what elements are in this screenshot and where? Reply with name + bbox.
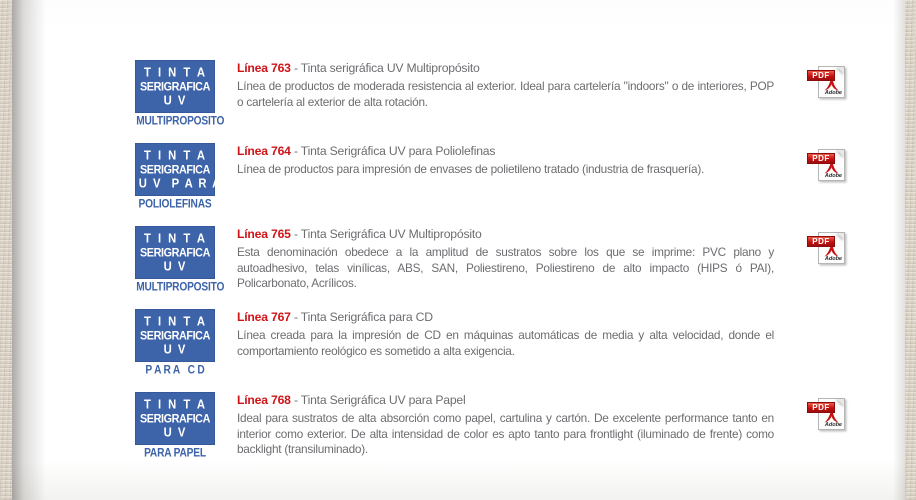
product-row — [135, 392, 905, 463]
logo-line: T I N T A — [144, 315, 206, 329]
logo-line: SERIGRAFICA — [140, 80, 210, 94]
product-heading — [237, 61, 774, 75]
tinta-serigrafica-logo — [135, 60, 215, 113]
logo-line: T I N T A — [144, 398, 206, 412]
product-heading — [237, 393, 774, 407]
pdf-ribbon-label: PDF — [807, 153, 835, 164]
product-logo — [135, 60, 237, 127]
adobe-brand-label: Adobe — [824, 256, 842, 262]
logo-line: U V — [163, 426, 187, 440]
pdf-fold-corner — [837, 233, 844, 240]
logo-line: U V — [163, 94, 187, 108]
tinta-serigrafica-logo — [135, 226, 215, 279]
pdf-download-icon[interactable] — [807, 149, 845, 181]
product-logo — [135, 309, 237, 376]
logo-line: U V — [163, 260, 187, 274]
heading-separator: - — [290, 227, 301, 241]
product-row — [135, 309, 905, 380]
pdf-download-icon[interactable] — [807, 398, 845, 430]
product-row — [135, 226, 905, 297]
logo-caption: POLIOLEFINAS — [138, 197, 212, 211]
pdf-column — [807, 392, 845, 430]
pdf-ribbon-label: PDF — [807, 236, 835, 247]
logo-line: T I N T A — [144, 149, 206, 163]
heading-separator: - — [290, 61, 301, 75]
adobe-brand-label: Adobe — [824, 422, 842, 428]
line-number: Línea 763 — [237, 61, 291, 75]
product-description: Línea de productos para impresión de envases de polietileno tratado (industria de frasquería). — [237, 162, 705, 176]
pdf-column — [807, 143, 845, 181]
logo-caption: PARA PAPEL — [144, 446, 206, 460]
logo-line: SERIGRAFICA — [140, 329, 210, 343]
product-subtitle: Tinta Serigráfica UV Multipropósito — [300, 227, 482, 241]
product-text — [237, 226, 774, 292]
product-heading — [237, 227, 774, 241]
logo-caption: MULTIPROPOSITO — [136, 280, 225, 294]
logo-line: U V P A R A — [138, 177, 222, 191]
left-border-texture — [0, 0, 12, 500]
adobe-brand-label: Adobe — [824, 173, 842, 179]
logo-caption: MULTIPROPOSITO — [136, 114, 225, 128]
product-text — [237, 60, 774, 110]
pdf-column — [807, 226, 845, 264]
logo-line: SERIGRAFICA — [140, 163, 210, 177]
pdf-download-icon[interactable] — [807, 66, 845, 98]
heading-separator: - — [290, 144, 301, 158]
line-number: Línea 765 — [237, 227, 291, 241]
product-subtitle: Tinta serigráfica UV Multipropósito — [300, 61, 480, 75]
product-logo — [135, 226, 237, 293]
pdf-fold-corner — [837, 150, 844, 157]
adobe-brand-label: Adobe — [824, 90, 842, 96]
logo-caption: P A R A C D — [145, 363, 205, 377]
product-text — [237, 392, 774, 458]
line-number: Línea 764 — [237, 144, 291, 158]
product-description: Línea creada para la impresión de CD en máquinas automáticas de media y alta velocidad, donde el comportamiento reológico es sometido a alta exigencia. — [237, 328, 774, 358]
product-subtitle: Tinta Serigráfica UV para Poliolefinas — [300, 144, 496, 158]
product-subtitle: Tinta Serigráfica para CD — [300, 310, 433, 324]
product-list — [12, 0, 905, 463]
right-border-texture — [905, 0, 916, 500]
logo-line: SERIGRAFICA — [140, 412, 210, 426]
pdf-ribbon-label: PDF — [807, 70, 835, 81]
product-text — [237, 309, 774, 359]
line-number: Línea 767 — [237, 310, 291, 324]
tinta-serigrafica-logo — [135, 309, 215, 362]
heading-separator: - — [290, 393, 301, 407]
product-subtitle: Tinta Serigráfica UV para Papel — [300, 393, 466, 407]
tinta-serigrafica-logo — [135, 392, 215, 445]
tinta-serigrafica-logo — [135, 143, 222, 196]
content-area — [12, 0, 905, 500]
product-text — [237, 143, 774, 178]
product-logo — [135, 392, 237, 459]
pdf-column — [807, 60, 845, 98]
pdf-fold-corner — [837, 399, 844, 406]
product-heading — [237, 310, 774, 324]
heading-separator: - — [290, 310, 301, 324]
product-logo — [135, 143, 237, 210]
logo-line: T I N T A — [144, 232, 206, 246]
product-description: Esta denominación obedece a la amplitud de sustratos sobre los que se imprime: PVC plano y autoadhesivo, telas vinílicas, ABS, SAN, Poliestireno, Poliestireno de alto impacto (HIPS ó PAI), Policarbonato, Acrílicos. — [237, 245, 774, 291]
logo-line: T I N T A — [144, 66, 206, 80]
product-row — [135, 143, 905, 214]
logo-line: U V — [163, 343, 187, 357]
product-heading — [237, 144, 774, 158]
product-row — [135, 60, 905, 131]
pdf-ribbon-label: PDF — [807, 402, 835, 413]
logo-line: SERIGRAFICA — [140, 246, 210, 260]
product-description: Ideal para sustratos de alta absorción como papel, cartulina y cartón. De excelente performance tanto en interior como exterior. De alta intensidad de color es apto tanto para frontlight (iluminado de frente) como backlight (transiluminado). — [237, 411, 774, 457]
pdf-fold-corner — [837, 67, 844, 74]
product-description: Línea de productos de moderada resistencia al exterior. Ideal para cartelería "indoors" o de interiores, POP o cartelería al exterior de alta rotación. — [237, 79, 774, 109]
pdf-download-icon[interactable] — [807, 232, 845, 264]
line-number: Línea 768 — [237, 393, 291, 407]
